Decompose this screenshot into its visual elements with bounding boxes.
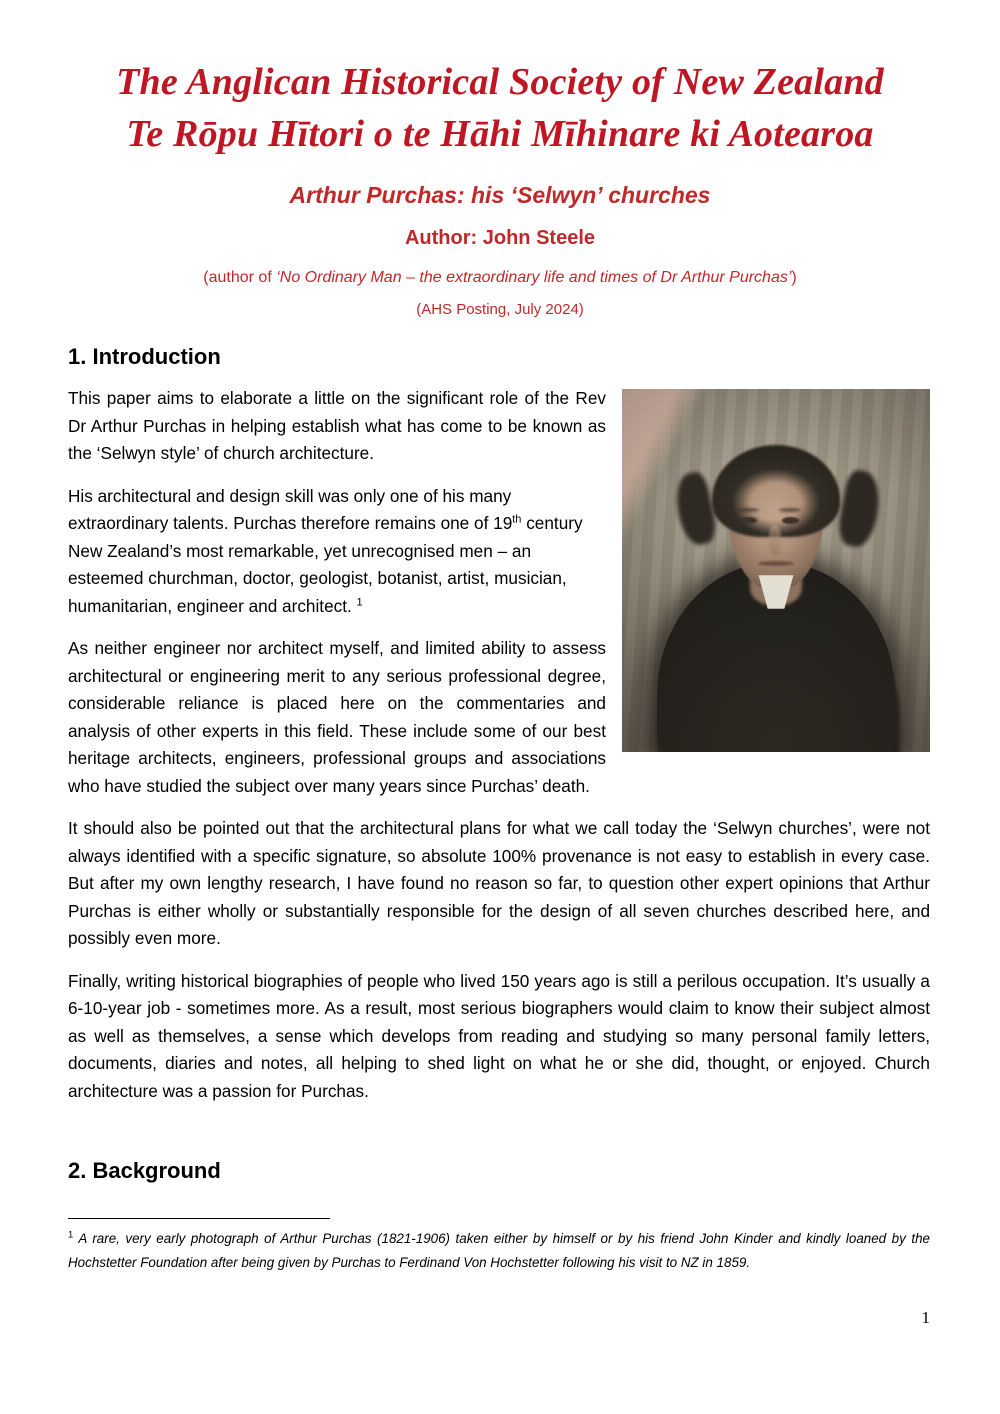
author-credit-prefix: (author of — [203, 269, 277, 286]
paragraph-intro-3: As neither engineer nor architect myself, and limited ability to assess architectural or engineering merit to any serious professional degree, considerable reliance is placed here on the commentaries and analysis of other experts in this field. These include some of our best heritage architects, engineers, professional groups and associations who have studied the subject over many years since Purchas’ death. — [68, 638, 606, 796]
paragraph-intro-2-part1: His architectural and design skill was only one of his many extraordinary talents. Purchas therefore remains one of 19 — [68, 485, 513, 533]
organisation-title-maori: Te Rōpu Hītori o te Hāhi Mīhinare ki Aotearoa — [126, 113, 874, 155]
paragraph-intro-1: This paper aims to elaborate a little on the significant role of the Rev Dr Arthur Purchas in helping establish what has come to be known as the ‘Selwyn style’ of church architecture. — [68, 388, 606, 463]
author-credit-note — [0, 266, 1000, 290]
heading-background: 2. Background — [68, 1158, 221, 1183]
portrait-figure — [622, 389, 930, 752]
document-body — [68, 321, 930, 1199]
page-number: 1 — [921, 1308, 930, 1327]
author-credit-book-title: ‘No Ordinary Man – the extraordinary life and times of Dr Arthur Purchas’ — [276, 269, 792, 286]
photo-vignette — [622, 389, 930, 752]
footnote-1-text: A rare, very early photograph of Arthur Purchas (1821-1906) taken either by himself or by his friend John Kinder and kindly loaned by the Hochstetter Foundation after being given by Purchas to Ferdinand Von Hochstetter following his visit to NZ in 1859. — [68, 1231, 930, 1270]
footnote-reference-1: 1 — [356, 595, 363, 608]
masthead — [0, 0, 1000, 321]
organisation-title-english: The Anglican Historical Society of New Zealand — [116, 61, 884, 103]
ordinal-suffix-th: th — [512, 513, 522, 526]
footnote-separator-rule — [68, 1218, 330, 1219]
arthur-purchas-photo — [622, 389, 930, 752]
paragraph-intro-5: Finally, writing historical biographies of people who lived 150 years ago is still a perilous occupation. It’s usually a 6-10-year job - sometimes more. As a result, most serious biographers would claim to know their subject almost as well as themselves, a sense which develops from reading and studying so many personal family letters, documents, diaries and notes, all helping to shed light on what he or she did, thought, or enjoyed. Church architecture was a passion for Purchas. — [68, 970, 930, 1101]
footnote-marker-1: 1 — [68, 1229, 74, 1241]
footnote-area — [68, 1218, 930, 1275]
author-credit-suffix: ) — [791, 269, 797, 286]
paragraph-intro-2-part2: century New Zealand’s most remarkable, yet unrecognised men – an esteemed churchman, doctor, geologist, botanist, artist, musician, humanitarian, engineer and architect. — [68, 513, 583, 616]
document-subtitle: Arthur Purchas: his ‘Selwyn’ churches — [289, 182, 711, 208]
paragraph-intro-4: It should also be pointed out that the architectural plans for what we call today the ‘Selwyn churches’, were not always identified with a specific signature, so absolute 100% provenance is not easy to establish in every case. But after my own lengthy research, I have found no reason so far, to question other expert opinions that Arthur Purchas is either wholly or substantially responsible for the design of all seven churches described here, and possibly even more. — [68, 818, 930, 948]
footnote-1 — [68, 1227, 930, 1275]
document-author: Author: John Steele — [404, 227, 595, 249]
posting-date: (AHS Posting, July 2024) — [416, 301, 584, 318]
heading-introduction: 1. Introduction — [68, 344, 221, 369]
